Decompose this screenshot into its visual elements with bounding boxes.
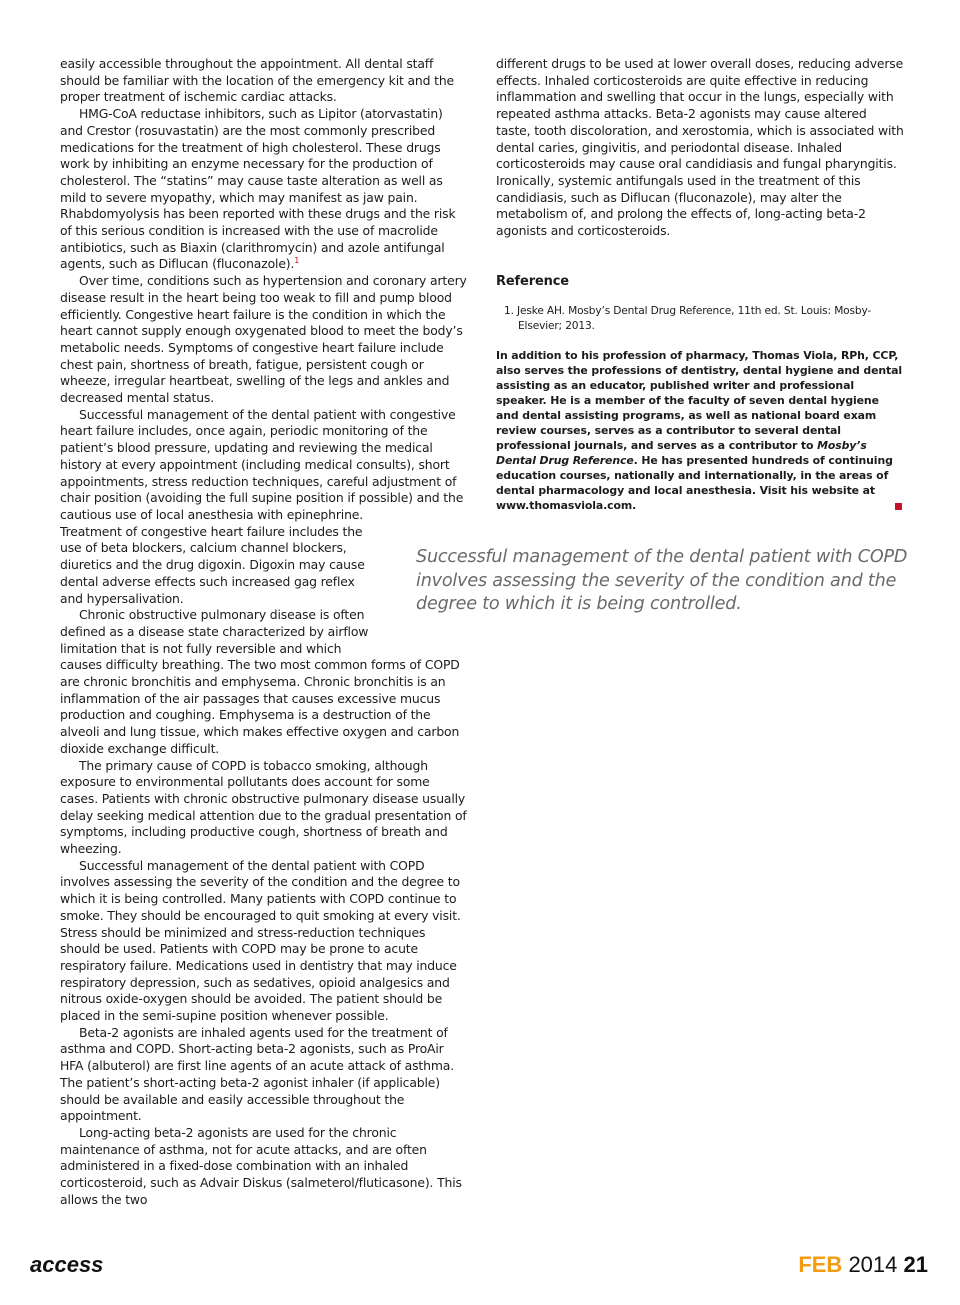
reference-item: 1. Jeske AH. Mosby’s Dental Drug Reference, 11th ed. St. Louis: Mosby-Elsevier; 2013.: [504, 305, 872, 333]
issue-month: FEB: [798, 1252, 843, 1277]
book-title: Mosby’s Dental Drug Reference: [496, 439, 867, 468]
page-footer: [0, 1252, 960, 1282]
end-of-article-square-icon: [895, 503, 902, 510]
issue-year: 2014: [848, 1252, 898, 1277]
body-paragraph: causes difficulty breathing. The two most common forms of COPD are chronic bronchitis and emphysema. Chronic bronchitis is an inflammation of the air passages that causes excessive mucus production and coughing. Emphysema is a destruction of the alveoli and lung tissue, which makes effective oxygen and carbon dioxide exchange difficult.: [60, 657, 460, 756]
author-bio-text: In addition to his profession of pharmacy, Thomas Viola, RPh, CCP, also serves the professions of dentistry, dental hygiene and dental assisting as an educator, published writer and professional speaker. He is a member of the faculty of seven dental hygiene and dental assisting programs, as well as national board exam review courses, serves as a contributor to several dental professional journals, and serves as a contributor to: [496, 349, 903, 453]
magazine-brand: access: [30, 1252, 104, 1277]
author-bio-text: . He has presented hundreds of continuing education courses, nationally and internationally, in the areas of dental pharmacology and local anesthesia. Visit his website at www.thomasviola.com.: [496, 454, 893, 513]
body-paragraph: Treatment of congestive heart failure includes the use of beta blockers, calcium channel blockers, diuretics and the drug digoxin. Digoxin may cause dental adverse effects such increased gag reflex and hypersalivation.: [60, 523, 365, 606]
pull-quote: Successful management of the dental patient with COPD involves assessing the severity of the condition and the degree to which it is being controlled.: [416, 547, 908, 614]
body-paragraph: Over time, conditions such as hypertension and coronary artery disease result in the heart being too weak to fill and pump blood efficiently. Congestive heart failure is the condition in which the heart cannot supply enough oxygenated blood to meet the body’s metabolic needs. Symptoms of congestive heart failure include chest pain, shortness of breath, fatigue, persistent cough or wheeze, irregular heartbeat, swelling of the legs and ankles and decreased mental status.: [60, 273, 467, 406]
reference-heading: Reference: [496, 273, 569, 289]
body-paragraph: Successful management of the dental patient with congestive heart failure includes, once again, periodic monitoring of the patient’s blood pressure, updating and reviewing the medical history at every appointment (including medical consults), short appointments, stress reduction techniques, careful adjustment of chair position (avoiding the full supine position if possible) and the cautious use of local anesthesia with epinephrine.: [60, 406, 464, 522]
body-paragraph: [60, 106, 468, 273]
body-paragraph: Long-acting beta-2 agonists are used for the chronic maintenance of asthma, not for acute attacks, and are often administered in a fixed-dose combination with an inhaled corticosteroid, such as Advair Diskus (salmeterol/fluticasone). This allows the two: [60, 1125, 462, 1207]
body-paragraph: Chronic obstructive pulmonary disease is often defined as a disease state characterized by airflow limitation that is not fully reversible and which: [60, 607, 369, 656]
narrow-text-block: [60, 524, 378, 658]
body-paragraph: easily accessible throughout the appointment. All dental staff should be familiar with the location of the emergency kit and the proper treatment of ischemic cardiac attacks.: [60, 56, 455, 105]
body-paragraph: Successful management of the dental patient with COPD involves assessing the severity of the condition and the degree to which it is being controlled. Many patients with COPD continue to smoke. They should be encouraged to quit smoking at every visit. Stress should be minimized and stress-reduction techniques should be used. Patients with COPD may be prone to acute respiratory failure. Medications used in dentistry that may induce respiratory depression, such as sedatives, opioid analgesics and nitrous oxide-oxygen should be avoided. The patient should be placed in the semi-supine position whenever possible.: [60, 857, 461, 1024]
page-number: 21: [903, 1252, 928, 1277]
right-column: [496, 56, 904, 513]
page-folio: [798, 1252, 928, 1278]
body-paragraph: Beta-2 agonists are inhaled agents used for the treatment of asthma and COPD. Short-acting beta-2 agonists, such as ProAir HFA (albuterol) are first line agents of an acute attack of asthma. The patient’s short-acting beta-2 agonist inhaler (if applicable) should be available and easily accessible throughout the appointment.: [60, 1024, 454, 1124]
body-paragraph: The primary cause of COPD is tobacco smoking, although exposure to environmental pollutants does account for some cases. Patients with chronic obstructive pulmonary disease usually delay seeking medical attention due to the gradual presentation of symptoms, including productive cough, shortness of breath and wheezing.: [60, 757, 467, 857]
body-paragraph: different drugs to be used at lower overall doses, reducing adverse effects. Inhaled corticosteroids are quite effective in reducing inflammation and swelling that occur in the lungs, especially with repeated asthma attacks. Beta-2 agonists may cause altered taste, tooth discoloration, and xerostomia, which is associated with dental caries, gingivitis, and periodontal disease. Inhaled corticosteroids may cause oral candidiasis and fungal pharyngitis. Ironically, systemic antifungals used in the treatment of this candidiasis, such as Diflucan (fluconazole), may alter the metabolism of, and prolong the effects of, long-acting beta-2 agonists and corticosteroids.: [496, 56, 904, 239]
reference-superscript: 1: [294, 256, 300, 266]
left-column: [60, 56, 468, 1209]
paragraph-text: HMG-CoA reductase inhibitors, such as Lipitor (atorvastatin) and Crestor (rosuvastatin) are the most commonly prescribed medications for the treatment of high cholesterol. These drugs work by inhibiting an enzyme necessary for the production of cholesterol. The “statins” may cause taste alteration as well as mild to severe myopathy, which may manifest as jaw pain. Rhabdomyolysis has been reported with these drugs and the risk of this serious condition is increased with the use of macrolide antibiotics, such as Biaxin (clarithromycin) and azole antifungal agents, such as Diflucan (fluconazole).: [60, 106, 456, 272]
author-bio: [496, 348, 904, 513]
